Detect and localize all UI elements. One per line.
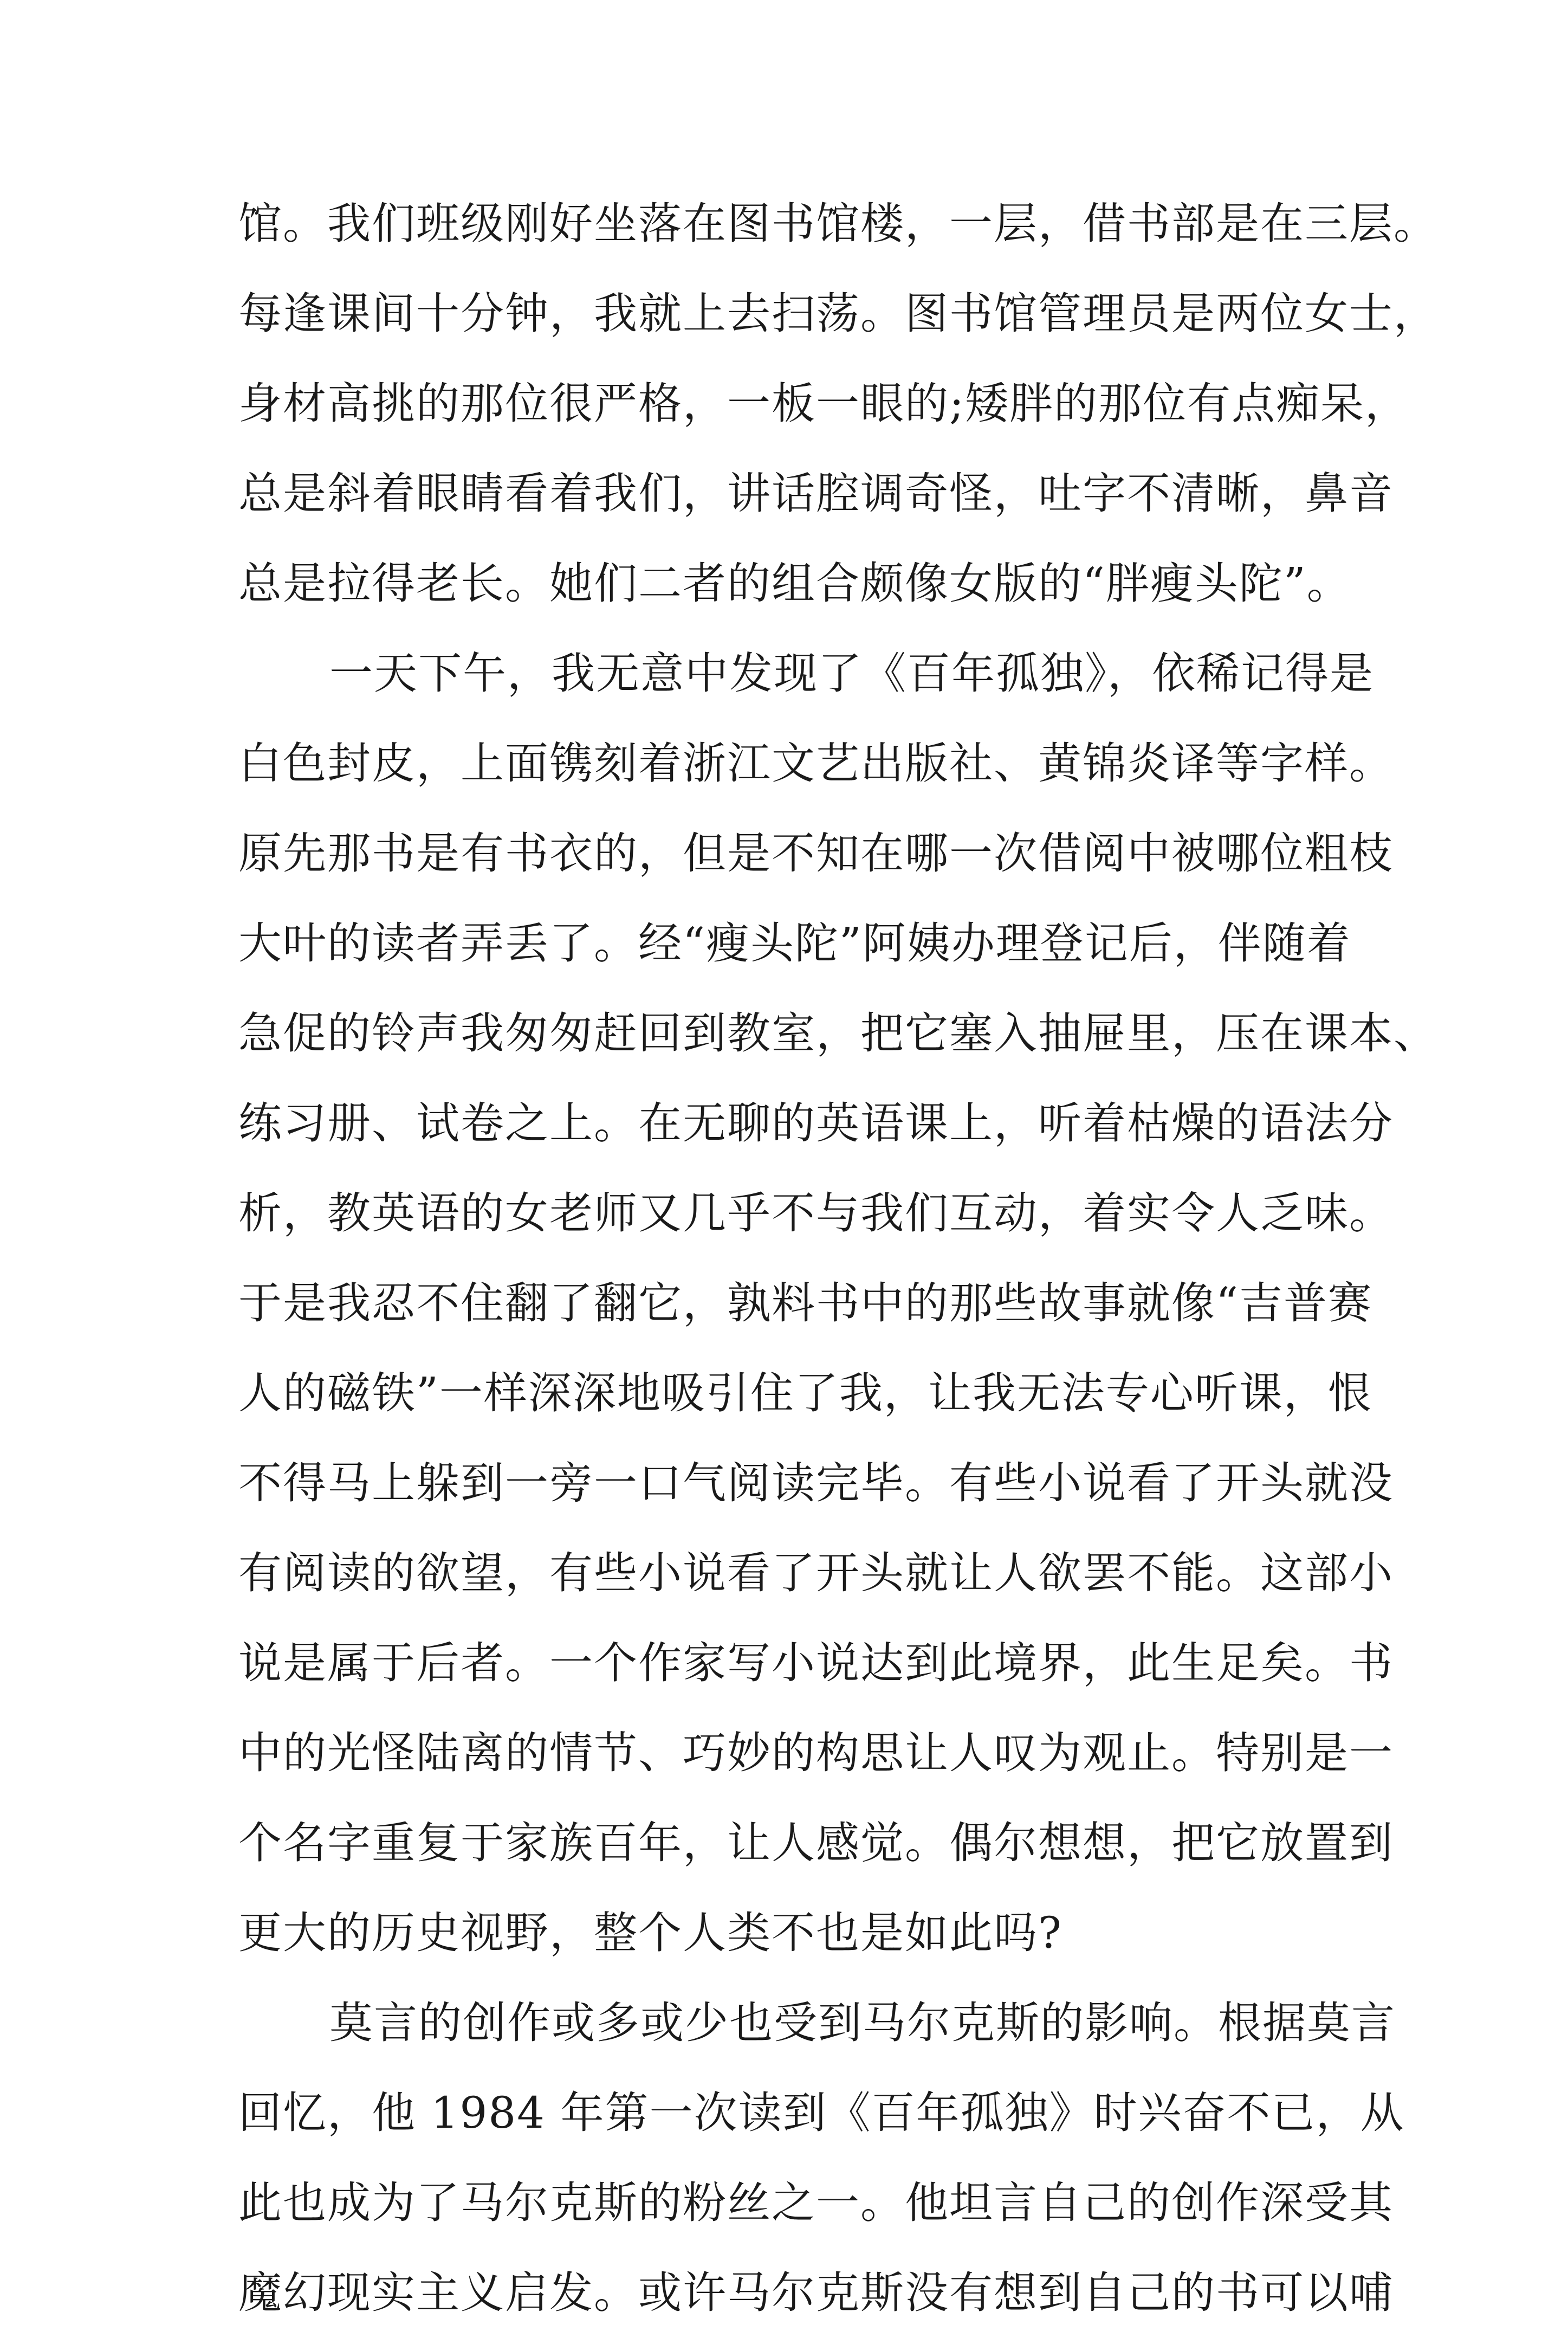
text-line: 馆。我们班级刚好坐落在图书馆楼，一层，借书部是在三层。 [238,198,1438,249]
paragraph-2 [238,629,1438,1978]
text-line: 大叶的读者弄丢了。经“瘦头陀”阿姨办理登记后，伴随着 [238,918,1351,968]
text-line: 回忆，他 1984 年第一次读到《百年孤独》时兴奋不已，从 [238,2088,1405,2138]
text-line: 莫言的创作或多或少也受到马尔克斯的影响。根据莫言 [329,1998,1396,2048]
text-line: 不得马上躲到一旁一口气阅读完毕。有些小说看了开头就没 [238,1458,1394,1508]
text-line: 个名字重复于家族百年，让人感觉。偶尔想想，把它放置到 [238,1818,1394,1868]
text-line: 析，教英语的女老师又几乎不与我们互动，着实令人乏味。 [238,1188,1394,1238]
body-text [238,179,1438,2338]
text-line: 原先那书是有书衣的，但是不知在哪一次借阅中被哪位粗枝 [238,828,1394,879]
text-line: 更大的历史视野，整个人类不也是如此吗? [238,1908,1062,1958]
text-line: 中的光怪陆离的情节、巧妙的构思让人叹为观止。特别是一 [238,1728,1394,1778]
text-line: 总是斜着眼睛看着我们，讲话腔调奇怪，吐字不清晰，鼻音 [238,468,1394,519]
text-line: 魔幻现实主义启发。或许马尔克斯没有想到自己的书可以哺 [238,2268,1394,2318]
text-line: 说是属于后者。一个作家写小说达到此境界，此生足矣。书 [238,1638,1394,1688]
text-line: 人的磁铁”一样深深地吸引住了我，让我无法专心听课，恨 [238,1368,1372,1418]
text-line: 于是我忍不住翻了翻它，孰料书中的那些故事就像“吉普赛 [238,1278,1372,1328]
text-line: 身材高挑的那位很严格，一板一眼的;矮胖的那位有点痴呆， [238,378,1409,429]
text-line: 有阅读的欲望，有些小说看了开头就让人欲罢不能。这部小 [238,1548,1394,1598]
text-line: 练习册、试卷之上。在无聊的英语课上，听着枯燥的语法分 [238,1098,1394,1148]
paragraph-1 [238,179,1438,629]
text-line: 每逢课间十分钟，我就上去扫荡。图书馆管理员是两位女士， [238,288,1438,339]
text-line: 急促的铃声我匆匆赶回到教室，把它塞入抽屉里，压在课本、 [238,1008,1438,1058]
text-line: 此也成为了马尔克斯的粉丝之一。他坦言自己的创作深受其 [238,2178,1394,2228]
text-line: 白色封皮，上面镌刻着浙江文艺出版社、黄锦炎译等字样。 [238,738,1394,789]
paragraph-3 [238,1978,1405,2338]
text-line: 一天下午，我无意中发现了《百年孤独》，依稀记得是 [329,648,1374,699]
text-line: 总是拉得老长。她们二者的组合颇像女版的“胖瘦头陀”。 [238,558,1351,609]
